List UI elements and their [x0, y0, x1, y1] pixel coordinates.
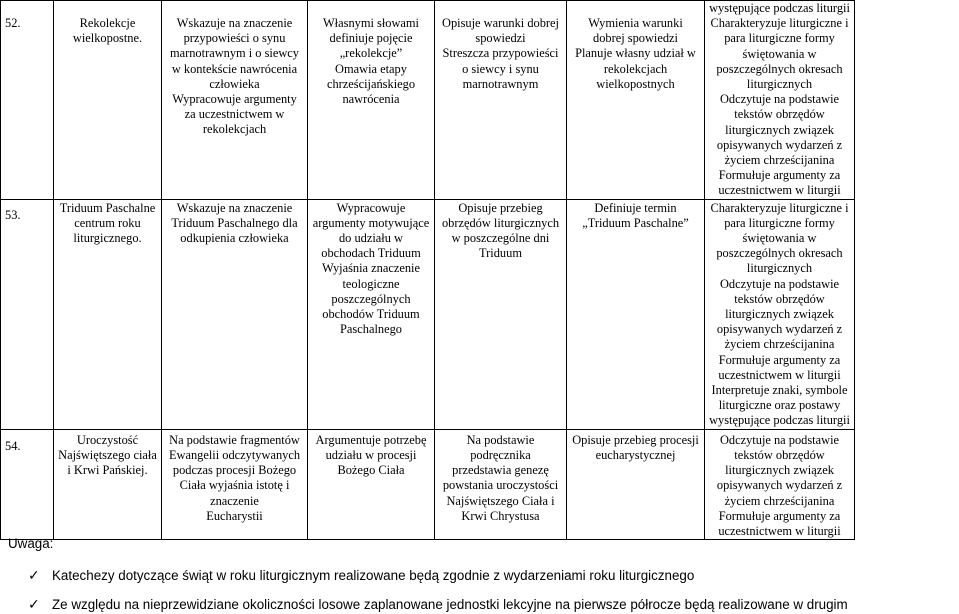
text-line: Własnymi słowami: [322, 16, 419, 30]
text-line: rekolekcjach: [603, 61, 668, 76]
text-line: Eucharystii: [206, 508, 263, 523]
lesson-topic: [54, 1, 162, 200]
cell-lines: [705, 430, 854, 539]
cell-lines: [435, 1, 566, 92]
text-line: Wymienia warunki: [588, 16, 683, 30]
text-line: Najświętszego Ciała i: [446, 493, 555, 508]
requirement-cell: [435, 1, 567, 200]
text-line: Triduum Paschalnego dla: [171, 215, 298, 230]
text-line: tekstów obrzędów: [734, 447, 825, 462]
text-line: Definiuje termin: [594, 200, 677, 215]
cell-lines: [567, 430, 704, 463]
text-line: w kontekście nawrócenia: [171, 61, 298, 76]
text-line: do udziału w: [338, 231, 403, 246]
text-line: przypowieści o synu: [183, 31, 286, 46]
text-line: liturgicznych: [746, 261, 813, 276]
checkmark-icon: ✓: [28, 596, 40, 612]
requirement-cell: [162, 1, 308, 200]
text-line: Na podstawie: [466, 432, 535, 447]
text-line: za uczestnictwem w: [184, 107, 285, 122]
text-line: liturgicznych związek: [725, 122, 834, 137]
text-line: Paschalnego: [340, 322, 402, 337]
text-line: marnotrawnym i o siewcy: [169, 46, 300, 61]
text-line: opisywanych wydarzeń z: [716, 322, 843, 337]
text-line: występujące podczas liturgii: [709, 413, 850, 428]
text-line: poszczególnych okresach: [716, 61, 843, 76]
text-line: Charakteryzuje liturgiczne i: [710, 16, 849, 31]
text-line: liturgicznych związek: [725, 307, 834, 322]
requirement-cell: [162, 199, 308, 429]
requirement-cell: [308, 199, 435, 429]
text-line: człowieka: [209, 76, 260, 91]
text-line: Wskazuje na znaczenie: [176, 16, 293, 30]
cell-lines: [162, 1, 307, 138]
text-line: Triduum: [479, 246, 522, 261]
topic-lines: [54, 430, 161, 479]
requirement-cell: [435, 429, 567, 539]
text-line: życiem chrześcijanina: [724, 337, 835, 352]
text-line: Na podstawie fragmentów: [169, 432, 300, 447]
text-line: znaczenie: [210, 493, 259, 508]
text-line: poszczególnych: [331, 291, 411, 306]
text-line: „Triduum Paschalne”: [582, 215, 689, 230]
text-line: liturgicznych związek: [725, 463, 834, 478]
text-line: para liturgiczne formy: [724, 215, 835, 230]
text-line: Streszcza przypowieści: [442, 46, 559, 61]
text-line: Opisuje przebieg procesji: [572, 432, 699, 447]
text-line: argumenty motywujące: [312, 215, 430, 230]
text-line: Bożego Ciała: [337, 463, 405, 478]
lesson-number: 54.: [1, 429, 54, 539]
cell-lines: [705, 200, 854, 429]
requirement-cell: [308, 1, 435, 200]
text-line: Wypracowuje: [336, 200, 406, 215]
note-text: Ze względu na nieprzewidziane okoliczności losowe zaplanowane jednostki lekcyjne na pierwsze półrocze będą realizowane w drugim: [52, 597, 848, 612]
text-line: liturgicznych: [746, 77, 813, 92]
text-line: powstania uroczystości: [442, 478, 559, 493]
requirement-cell: [567, 1, 705, 200]
lesson-number: 53.: [1, 199, 54, 429]
cell-lines: [567, 1, 704, 92]
text-line: Opisuje przebieg: [458, 200, 543, 215]
text-line: opisywanych wydarzeń z: [716, 137, 843, 152]
checkmark-icon: ✓: [28, 567, 40, 583]
text-line: obchodach Triduum: [321, 246, 421, 261]
requirement-cell: [308, 429, 435, 539]
text-line: o siewcy i synu: [462, 61, 539, 76]
requirement-cell: [567, 199, 705, 429]
text-line: wielkopostne.: [72, 31, 143, 46]
text-line: Ciała wyjaśnia istotę i: [179, 478, 290, 493]
text-line: występujące podczas liturgii: [709, 1, 850, 15]
text-line: eucharystycznej: [595, 447, 676, 462]
text-line: życiem chrześcijanina: [724, 153, 835, 168]
cell-lines: [308, 200, 434, 338]
text-line: Formułuje argumenty za: [718, 168, 841, 183]
text-line: Argumentuje potrzebę: [315, 432, 427, 447]
text-line: Opisuje warunki dobrej: [442, 16, 559, 30]
text-line: przedstawia genezę: [452, 463, 549, 478]
text-line: „rekolekcje”: [339, 46, 403, 61]
text-line: Interpretuje znaki, symbole: [711, 383, 848, 398]
text-line: Najświętszego ciała: [58, 447, 157, 462]
text-line: uczestnictwem w liturgii: [718, 183, 841, 198]
text-line: para liturgiczne formy: [724, 31, 835, 46]
text-line: podczas procesji Bożego: [172, 463, 297, 478]
text-line: Wypracowuje argumenty: [172, 92, 297, 107]
cell-lines: [435, 430, 566, 524]
topic-lines: [54, 1, 161, 46]
table-row: [1, 199, 855, 429]
text-line: wielkopostnych: [596, 76, 675, 91]
text-line: Rekolekcje: [79, 16, 136, 30]
cell-lines: [308, 430, 434, 479]
table-row: [1, 1, 855, 200]
requirement-cell: [162, 429, 308, 539]
lesson-topic: [54, 199, 162, 429]
text-line: Planuje własny udział w: [575, 46, 696, 61]
text-line: Uroczystość: [76, 432, 139, 447]
text-line: teologiczne: [342, 276, 400, 291]
text-line: definiuje pojęcie: [329, 31, 413, 46]
text-line: świętowania w: [742, 231, 817, 246]
text-line: Wyjaśnia znaczenie: [322, 261, 420, 276]
text-line: w poszczególne dni: [451, 231, 550, 246]
text-line: Triduum Paschalne: [59, 200, 156, 215]
text-line: odkupienia człowieka: [180, 231, 289, 246]
text-line: rekolekcjach: [202, 122, 267, 137]
requirement-cell: [435, 199, 567, 429]
text-line: Krwi Chrystusa: [461, 508, 540, 523]
text-line: obrzędów liturgicznych: [441, 215, 560, 230]
lesson-number: 52.: [1, 1, 54, 200]
text-line: Odczytuje na podstawie: [719, 432, 840, 447]
text-line: chrześcijańskiego: [326, 76, 416, 91]
text-line: Odczytuje na podstawie: [719, 276, 840, 291]
text-line: i Krwi Pańskiej.: [67, 463, 148, 478]
text-line: Charakteryzuje liturgiczne i: [710, 200, 849, 215]
text-line: podręcznika: [470, 447, 531, 462]
cell-lines: [705, 1, 854, 199]
text-line: tekstów obrzędów: [734, 291, 825, 306]
text-line: nawrócenia: [342, 92, 400, 107]
requirement-cell: [705, 199, 855, 429]
text-line: spowiedzi: [475, 31, 526, 46]
requirement-cell: [567, 429, 705, 539]
note-item: [28, 596, 848, 613]
text-line: Odczytuje na podstawie: [719, 92, 840, 107]
table-row: [1, 429, 855, 539]
note-text: Katechezy dotyczące świąt w roku liturgicznym realizowane będą zgodnie z wydarzeniami roku liturgicznego: [52, 568, 695, 583]
requirement-cell: [705, 429, 855, 539]
text-line: tekstów obrzędów: [734, 107, 825, 122]
text-line: liturgiczne oraz postawy: [718, 398, 841, 413]
text-line: udziału w procesji: [325, 447, 417, 462]
topic-lines: [54, 200, 161, 247]
text-line: marnotrawnym: [462, 76, 539, 91]
text-line: życiem chrześcijanina: [724, 493, 835, 508]
text-line: obchodów Triduum: [322, 307, 420, 322]
text-line: Wskazuje na znaczenie: [176, 200, 293, 215]
cell-lines: [567, 200, 704, 231]
text-line: Omawia etapy: [335, 61, 407, 76]
text-line: centrum roku: [74, 215, 141, 230]
text-line: poszczególnych okresach: [716, 246, 843, 261]
text-line: Ewangelii odczytywanych: [168, 447, 301, 462]
text-line: uczestnictwem w liturgii: [718, 523, 841, 538]
text-line: świętowania w: [742, 46, 817, 61]
requirement-cell: [705, 1, 855, 200]
note-title: Uwaga:: [8, 536, 54, 551]
text-line: opisywanych wydarzeń z: [716, 478, 843, 493]
text-line: dobrej spowiedzi: [593, 31, 678, 46]
note-item: [28, 567, 694, 584]
cell-lines: [308, 1, 434, 107]
text-line: liturgicznego.: [73, 231, 142, 246]
text-line: Formułuje argumenty za: [718, 352, 841, 367]
cell-lines: [162, 200, 307, 247]
lesson-topic: [54, 429, 162, 539]
text-line: Formułuje argumenty za: [718, 508, 841, 523]
cell-lines: [162, 430, 307, 524]
cell-lines: [435, 200, 566, 262]
text-line: uczestnictwem w liturgii: [718, 367, 841, 382]
